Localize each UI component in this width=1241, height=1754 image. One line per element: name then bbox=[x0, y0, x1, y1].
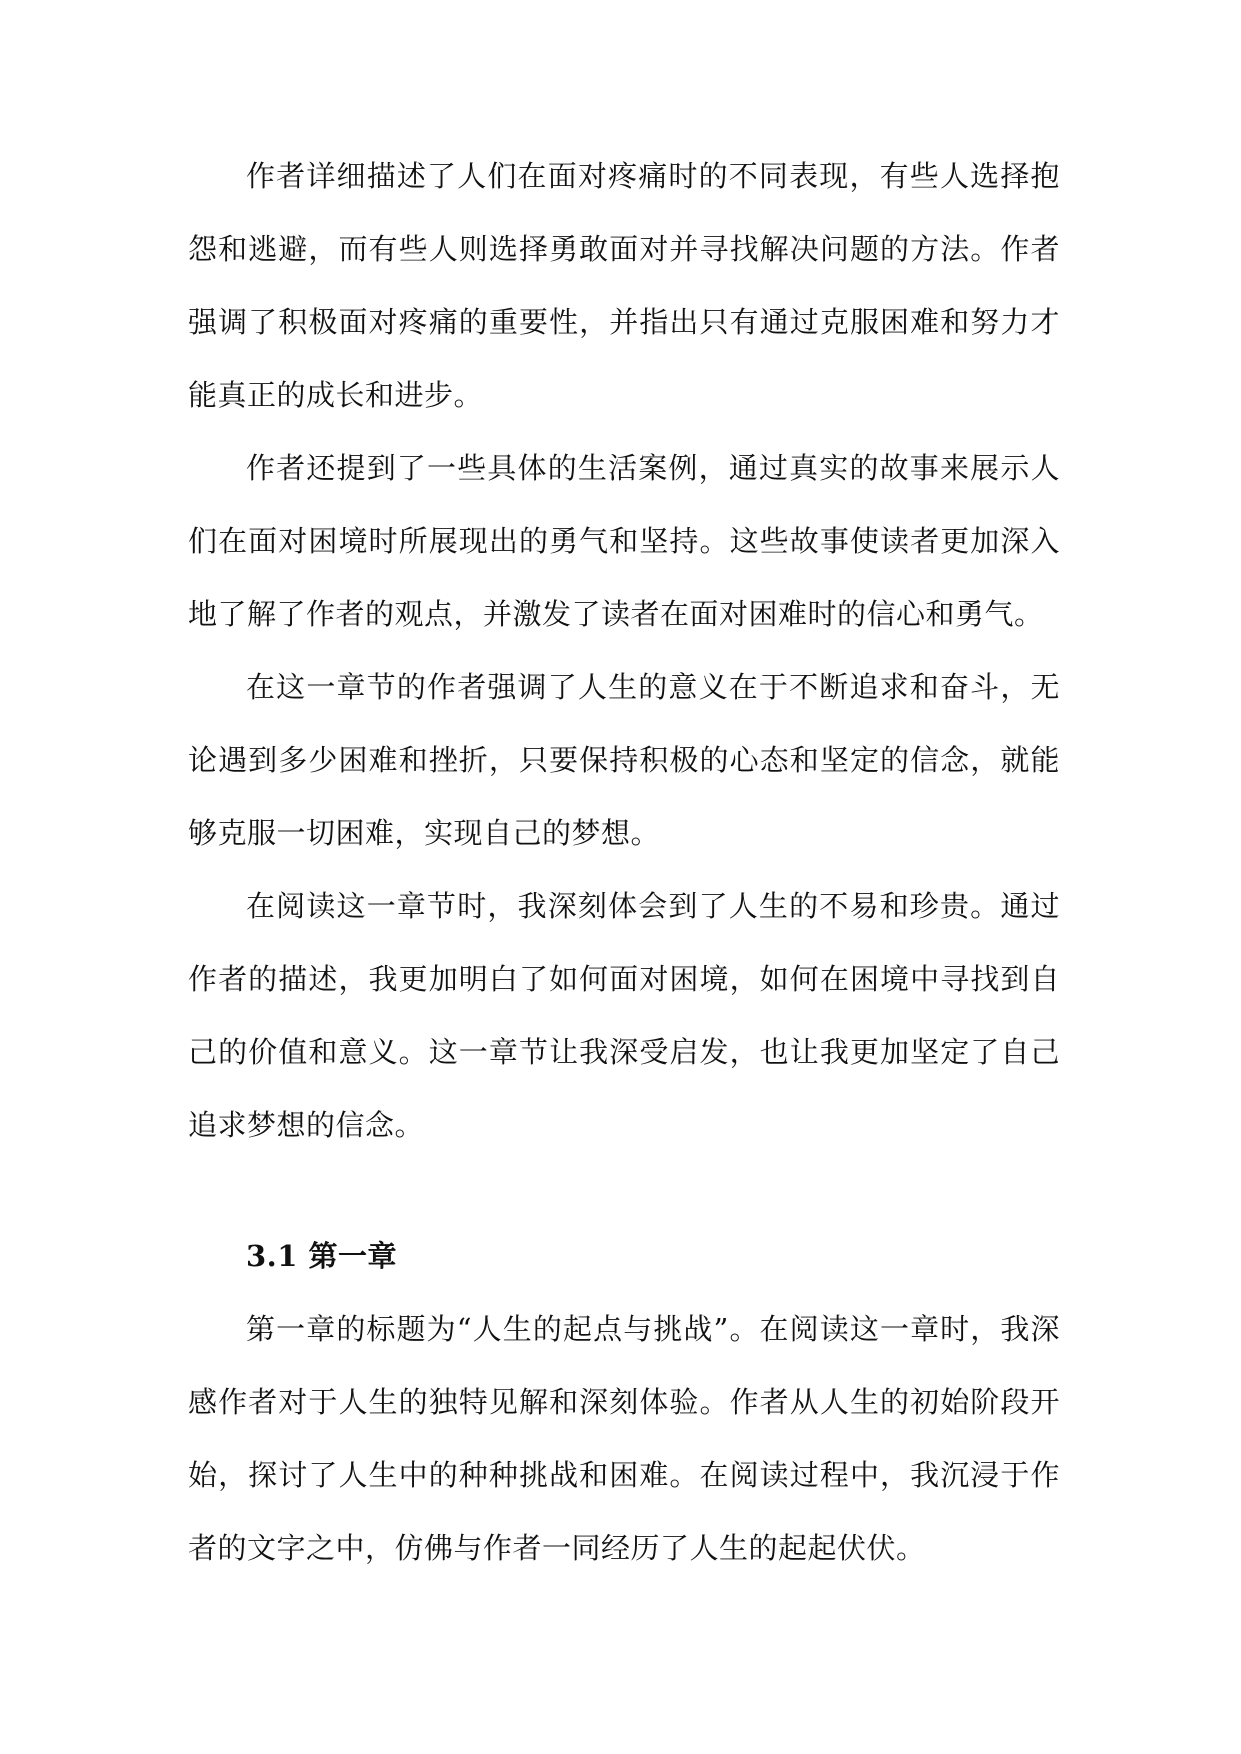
document-body bbox=[188, 140, 1060, 1585]
paragraph-5: 第一章的标题为“人生的起点与挑战”。在阅读这一章时，我深感作者对于人生的独特见解和深刻体验。作者从人生的初始阶段开始，探讨了人生中的种种挑战和困难。在阅读过程中，我沉浸于作者的文字之中，仿佛与作者一同经历了人生的起起伏伏。 bbox=[188, 1312, 1060, 1565]
paragraph-3: 在这一章节的作者强调了人生的意义在于不断追求和奋斗，无论遇到多少困难和挫折，只要保持积极的心态和坚定的信念，就能够克服一切困难，实现自己的梦想。 bbox=[188, 670, 1060, 850]
paragraph-4: 在阅读这一章节时，我深刻体会到了人生的不易和珍贵。通过作者的描述，我更加明白了如何面对困境，如何在困境中寻找到自己的价值和意义。这一章节让我深受启发，也让我更加坚定了自己追求梦想的信念。 bbox=[188, 889, 1060, 1142]
paragraph-2: 作者还提到了一些具体的生活案例，通过真实的故事来展示人们在面对困境时所展现出的勇气和坚持。这些故事使读者更加深入地了解了作者的观点，并激发了读者在面对困难时的信心和勇气。 bbox=[188, 451, 1060, 631]
paragraph-1: 作者详细描述了人们在面对疼痛时的不同表现，有些人选择抱怨和逃避，而有些人则选择勇敢面对并寻找解决问题的方法。作者强调了积极面对疼痛的重要性，并指出只有通过克服困难和努力才能真正的成长和进步。 bbox=[188, 159, 1060, 412]
section-heading: 3.1 第一章 bbox=[246, 1239, 398, 1273]
